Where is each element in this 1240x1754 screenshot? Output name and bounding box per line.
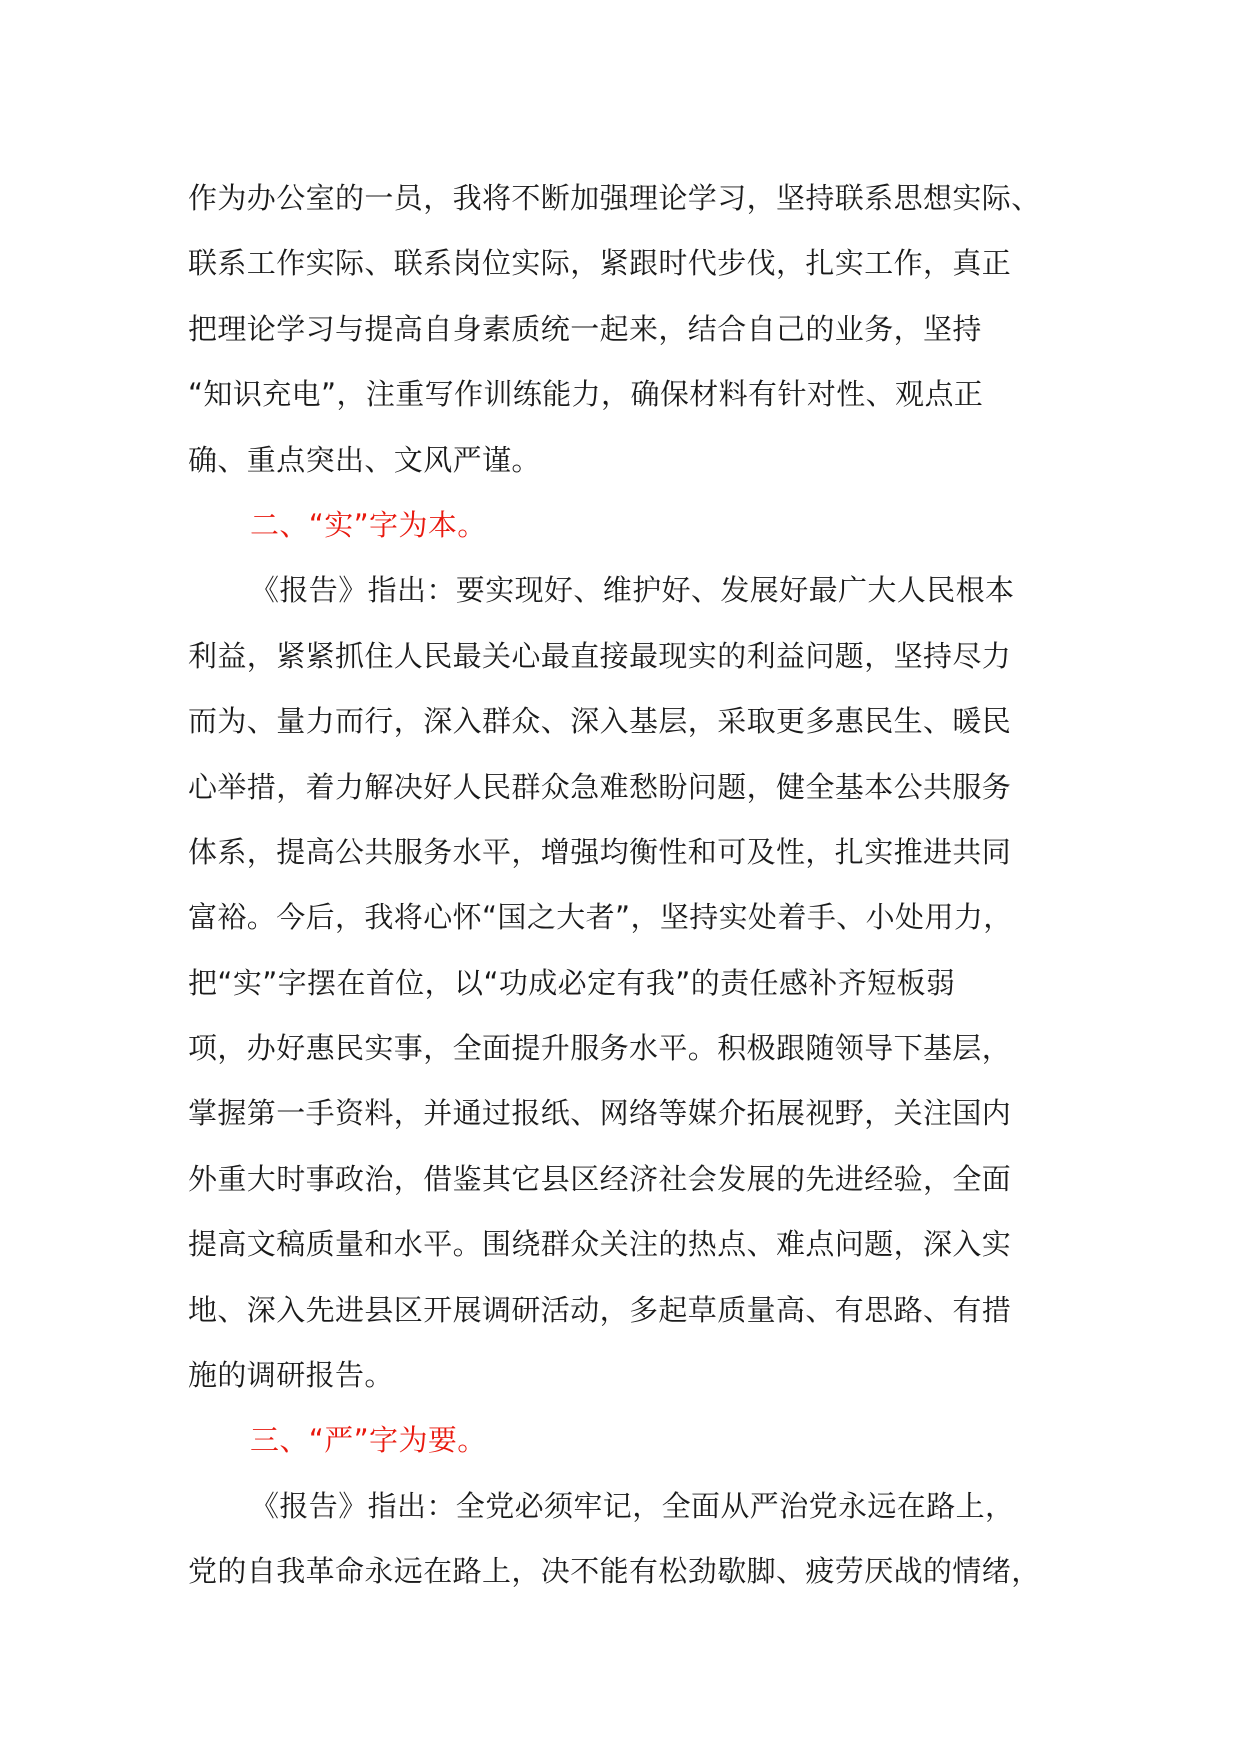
- body-line: 而为、量力而行，深入群众、深入基层，采取更多惠民生、暖民: [188, 704, 1012, 739]
- body-line: 地、深入先进县区开展调研活动，多起草质量高、有思路、有措: [188, 1292, 1012, 1327]
- body-line: 确、重点突出、文风严谨。: [188, 442, 541, 477]
- body-line: 心举措，着力解决好人民群众急难愁盼问题，健全基本公共服务: [188, 769, 1012, 804]
- document-body: [188, 166, 1068, 1605]
- body-line: 富裕。今后，我将心怀“国之大者”，坚持实处着手、小处用力，: [188, 900, 1013, 935]
- paragraph-start: 《报告》指出：全党必须牢记，全面从严治党永远在路上，: [250, 1488, 1015, 1523]
- body-line: 提高文稿质量和水平。围绕群众关注的热点、难点问题，深入实: [188, 1227, 1012, 1262]
- paragraph-start: 《报告》指出：要实现好、维护好、发展好最广大人民根本: [250, 573, 1015, 608]
- body-line: 利益，紧紧抓住人民最关心最直接最现实的利益问题，坚持尽力: [188, 638, 1012, 673]
- body-line: 联系工作实际、联系岗位实际，紧跟时代步伐，扎实工作，真正: [188, 246, 1012, 281]
- section-heading-2: 二、“实”字为本。: [250, 507, 487, 542]
- body-line: 体系，提高公共服务水平，增强均衡性和可及性，扎实推进共同: [188, 834, 1012, 869]
- body-line: 项，办好惠民实事，全面提升服务水平。积极跟随领导下基层，: [188, 1031, 1012, 1066]
- body-line: 作为办公室的一员，我将不断加强理论学习，坚持联系思想实际、: [188, 181, 1041, 215]
- body-line: 施的调研报告。: [188, 1358, 394, 1393]
- body-line: “知识充电”，注重写作训练能力，确保材料有针对性、观点正: [188, 377, 984, 412]
- section-heading-3: 三、“严”字为要。: [250, 1423, 487, 1458]
- body-line: 把“实”字摆在首位，以“功成必定有我”的责任感补齐短板弱: [188, 965, 956, 1000]
- body-line: 掌握第一手资料，并通过报纸、网络等媒介拓展视野，关注国内: [188, 1096, 1012, 1131]
- body-line: 外重大时事政治，借鉴其它县区经济社会发展的先进经验，全面: [188, 1161, 1012, 1196]
- body-line: 把理论学习与提高自身素质统一起来，结合自己的业务，坚持: [188, 311, 982, 346]
- body-line: 党的自我革命永远在路上，决不能有松劲歇脚、疲劳厌战的情绪，: [188, 1554, 1041, 1589]
